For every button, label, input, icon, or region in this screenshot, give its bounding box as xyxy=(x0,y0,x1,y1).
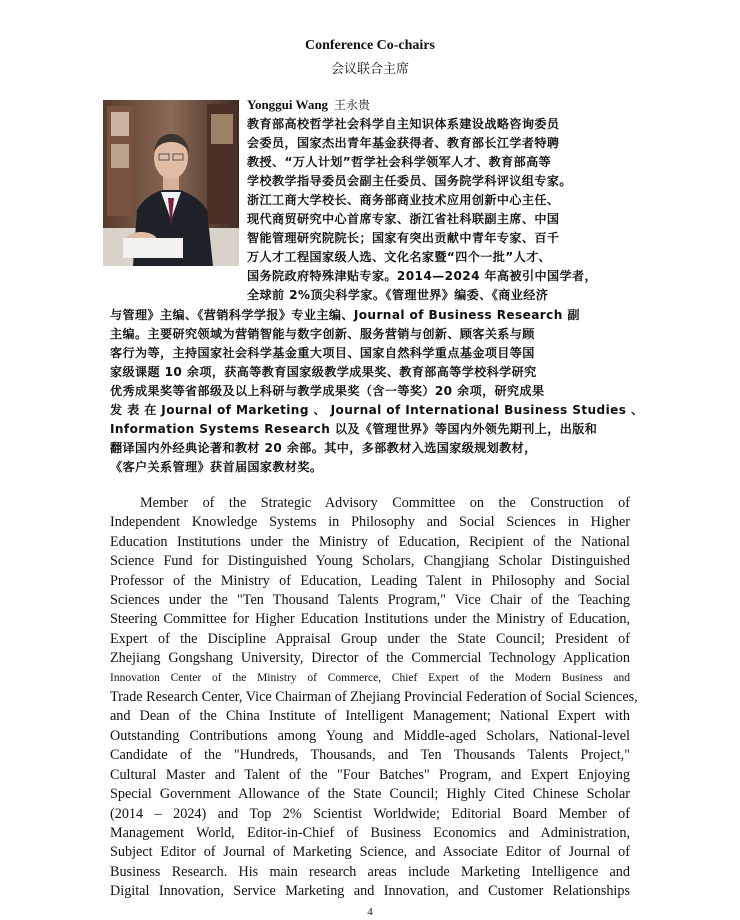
bio-en-line: Professor of the Ministry of Education, Leading Talent in Philosophy and Social xyxy=(110,572,630,589)
bio-cn-line: 全球前 2%顶尖科学家。《管理世界》编委、《商业经济 xyxy=(247,288,549,302)
bio-en-line: and Dean of the China Institute of Intelligent Management; National Expert with xyxy=(110,708,630,725)
bio-cn-line: 浙江工商大学校长、商务部商业技术应用创新中心主任、 xyxy=(247,193,560,207)
bio-en-line: Subject Editor of Journal of Marketing Science, and Associate Editor of Journal of xyxy=(110,844,630,861)
bio-cn-line: 学校教学指导委员会副主任委员、国务院学科评议组专家。 xyxy=(247,174,572,188)
page-number: 4 xyxy=(367,906,373,918)
bio-en-line: Management World, Editor-in-Chief of Business Economics and Administration, xyxy=(110,824,630,841)
portrait-illustration xyxy=(103,100,239,266)
bio-en-line: Candidate of the "Hundreds, Thousands, and Ten Thousands Talents Project," xyxy=(110,747,630,764)
bio-cn-line: 客行为等，主持国家社会科学基金重大项目、国家自然科学重点基金项目等国 xyxy=(110,346,535,360)
section-title: Conference Co-chairs xyxy=(305,38,435,53)
bio-en-line: Sciences under the "Ten Thousand Talents Program," Vice Chair of the Teaching xyxy=(110,592,630,609)
bio-cn-line: 与管理》主编、《营销科学学报》专业主编、Journal of Business Research 副 xyxy=(110,308,580,322)
bio-en-line: Cultural Master and Talent of the "Four Batches" Program, and Expert Enjoying xyxy=(110,766,630,783)
bio-cn-line: 现代商贸研究中心首席专家、浙江省社科联副主席、中国 xyxy=(247,212,560,226)
bio-cn-line: Information Systems Research 以及《管理世界》等国内外领先期刊上，出版和 xyxy=(110,422,598,436)
bio-en-line: Special Government Allowance of the State Council; Highly Cited Chinese Scholar xyxy=(110,786,630,803)
bio-cn-line: 《客户关系管理》获首届国家教材奖。 xyxy=(110,460,323,474)
bio-en-line: Expert of the Discipline Appraisal Group under the State Council; President of xyxy=(110,630,630,647)
bio-cn-line: 国务院政府特殊津贴专家。2014—2024 年高被引中国学者， xyxy=(247,269,597,283)
bio-en-paragraph xyxy=(110,494,638,902)
bio-en-line: Business Research. His main research areas include Marketing Intelligence and xyxy=(110,863,630,880)
bio-en-line: Outstanding Contributions among Young and Middle-aged Scholars, National-level xyxy=(110,727,630,744)
bio-cn-line: 万人才工程国家级人选、文化名家暨“四个一批”人才、 xyxy=(247,250,552,264)
bio-en-line: Science Fund for Distinguished Young Scholars, Changjiang Scholar Distinguished xyxy=(110,553,630,570)
bio-en-line: Independent Knowledge Systems in Philosophy and Social Sciences in Higher xyxy=(110,514,630,531)
section-subtitle: 会议联合主席 xyxy=(330,62,409,77)
bio-cn-line: 翻译国内外经典论著和教材 20 余部。其中，多部教材入选国家级规划教材， xyxy=(110,441,537,455)
bio-cn-line: 发 表 在 Journal of Marketing 、 Journal of International Business Studies 、 xyxy=(110,403,644,417)
bio-cn-line: 智能管理研究院院长；国家有突出贡献中青年专家、百千 xyxy=(247,231,560,245)
bio-en-line: (2014 – 2024) and Top 2% Scientist Worldwide; Editorial Board Member of xyxy=(110,805,630,822)
bio-en-line: Zhejiang Gongshang University, Director of the Commercial Technology Application xyxy=(110,650,630,667)
bio-en-line: Steering Committee for Higher Education Institutions under the Ministry of Education, xyxy=(110,611,630,628)
person-name-en: Yonggui Wang xyxy=(247,97,329,112)
bio-cn-line: 优秀成果奖等省部级及以上科研与教学成果奖（含一等奖）20 余项，研究成果 xyxy=(110,384,545,398)
person-name-cn: 王永贵 xyxy=(334,98,371,112)
bio-cn-line: 教育部高校哲学社会科学自主知识体系建设战略咨询委员 xyxy=(247,117,560,131)
bio-cn-line: 会委员，国家杰出青年基金获得者、教育部长江学者特聘 xyxy=(247,136,560,150)
bio-cn-line: 家级课题 10 余项，获高等教育国家级教学成果奖、教育部高等学校科学研究 xyxy=(110,365,537,379)
portrait-photo xyxy=(103,100,239,266)
person-name xyxy=(247,96,370,113)
bio-en-line: Member of the Strategic Advisory Committee on the Construction of xyxy=(140,495,630,511)
bio-cn-line: 主编。主要研究领域为营销智能与数字创新、服务营销与创新、顾客关系与顾 xyxy=(110,327,535,341)
bio-en-line: Education Institutions under the Ministry of Education, Recipient of the National xyxy=(110,533,630,550)
bio-en-line: Trade Research Center, Vice Chairman of Zhejiang Provincial Federation of Social Sciences, xyxy=(110,689,638,706)
bio-cn-line: 教授、“万人计划”哲学社会科学领军人才、教育部高等 xyxy=(247,155,552,169)
bio-en-line: Digital Innovation, Service Marketing and Innovation, and Customer Relationships xyxy=(110,883,630,900)
bio-en-line: Innovation Center of the Ministry of Commerce, Chief Expert of the Modern Business and xyxy=(110,671,630,684)
